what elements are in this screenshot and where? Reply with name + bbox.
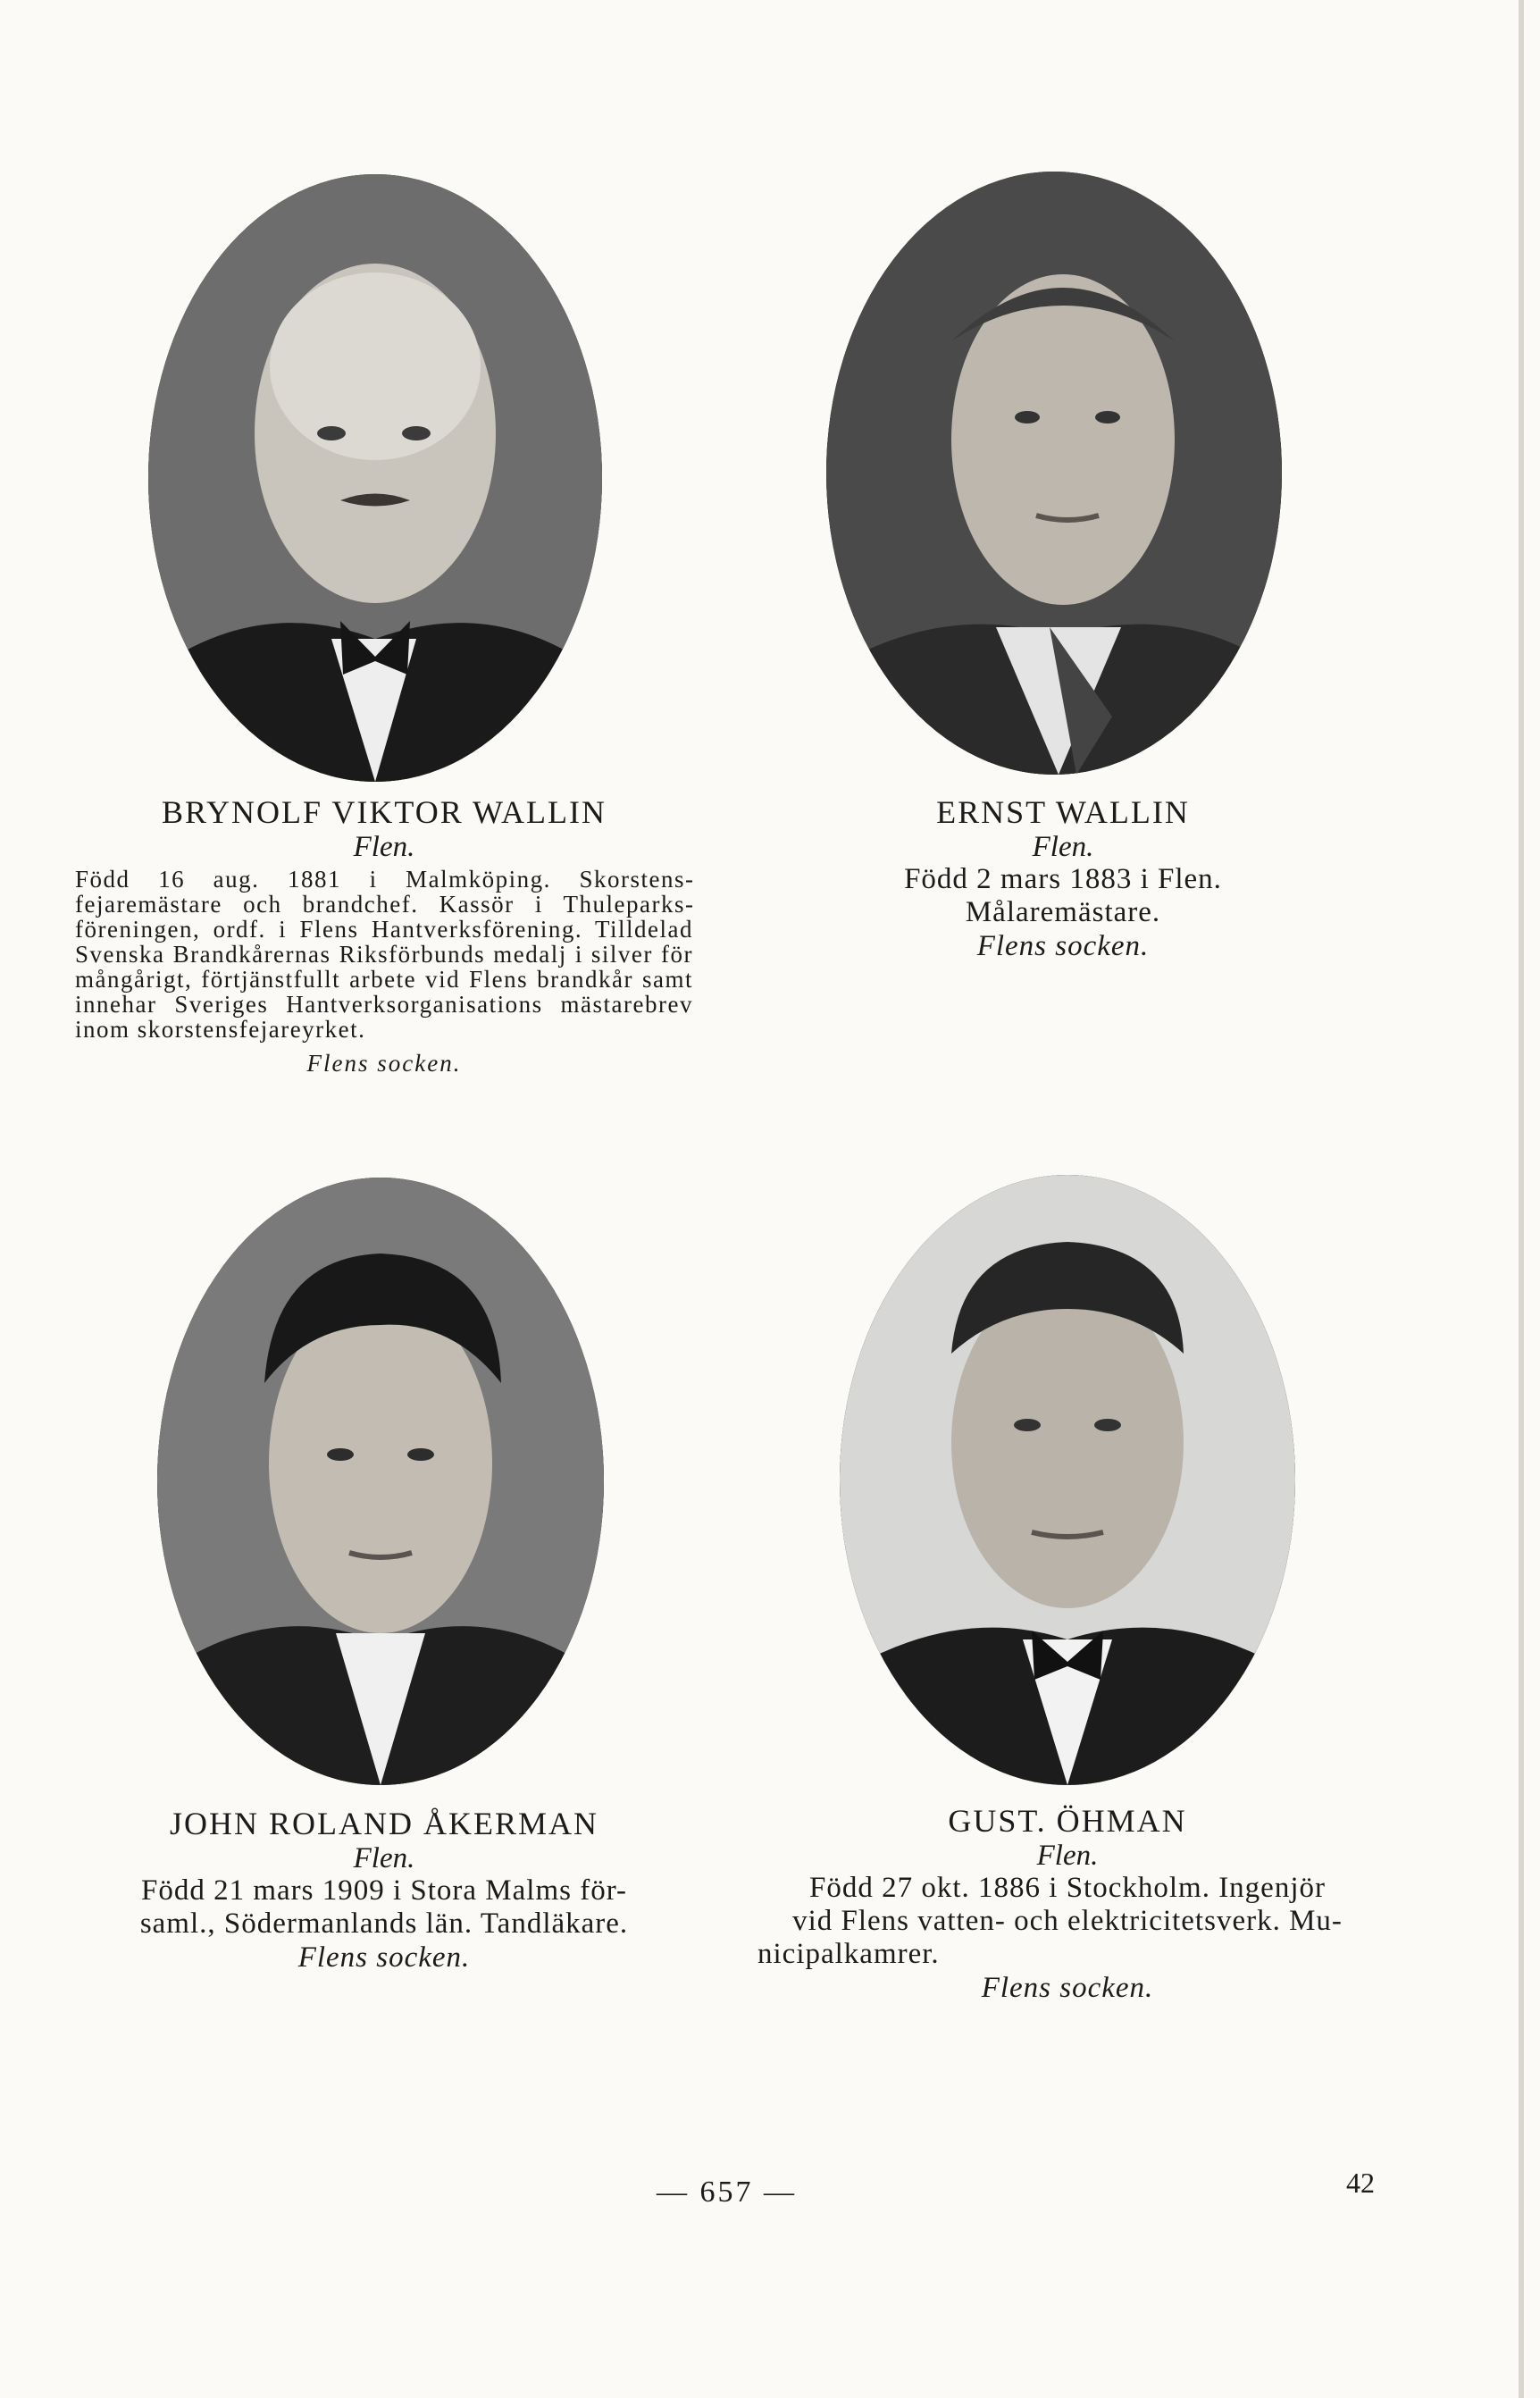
person-bio-line: saml., Södermanlands län. Tandläkare. — [139, 1908, 629, 1940]
portrait-gust-ohman — [840, 1175, 1295, 1785]
person-parish: Flens socken. — [976, 930, 1150, 962]
entry-brynolf-wallin — [71, 793, 697, 1081]
portrait-john-roland-akerman — [157, 1178, 604, 1785]
person-parish: Flens socken. — [297, 1941, 471, 1974]
portrait-brynolf-wallin — [148, 174, 602, 782]
entry-ernst-wallin — [795, 793, 1331, 963]
entry-gust-ohman — [750, 1802, 1385, 2005]
entry-john-roland-akerman — [63, 1805, 706, 1975]
page-number: — 657 — — [657, 2176, 797, 2209]
portrait-ernst-wallin — [826, 172, 1282, 775]
person-parish: Flens socken. — [981, 1972, 1154, 2004]
person-bio: Född 16 aug. 1881 i Malmköping. Skorstensfejaremästare och brandchef. Kassör i Thuleparksföreningen, ordf. i Flens Hantverksförening. Tilldelad Svenska Brandkårernas Riksförbunds medalj i silver för mångårigt, förtjänstfullt arbete vid Flens brandkår samt innehar Sveriges Hantverksorganisations mästarebrev inom skorstensfejareyrket. — [75, 866, 693, 1043]
person-bio-line: Målaremästare. — [965, 896, 1161, 928]
person-bio-line: nicipalkamrer. — [757, 1938, 940, 1970]
person-place: Flen. — [1032, 831, 1094, 863]
person-place: Flen. — [353, 1842, 415, 1874]
sheet-number: 42 — [1346, 2167, 1375, 2199]
person-name: JOHN ROLAND ÅKERMAN — [169, 1806, 598, 1841]
person-bio-line: vid Flens vatten- och elektricitetsverk. Mu- — [792, 1905, 1343, 1937]
person-bio-line: Född 27 okt. 1886 i Stockholm. Ingenjör — [809, 1872, 1326, 1904]
person-place: Flen. — [353, 831, 415, 863]
person-bio-line: Född 2 mars 1883 i Flen. — [904, 863, 1222, 895]
person-name: GUST. ÖHMAN — [948, 1803, 1187, 1839]
person-name: BRYNOLF VIKTOR WALLIN — [161, 794, 607, 830]
person-bio-line: Född 21 mars 1909 i Stora Malms för- — [140, 1874, 628, 1907]
person-place: Flen. — [1036, 1840, 1099, 1872]
person-name: ERNST WALLIN — [936, 794, 1190, 830]
person-parish: Flens socken. — [306, 1050, 462, 1077]
